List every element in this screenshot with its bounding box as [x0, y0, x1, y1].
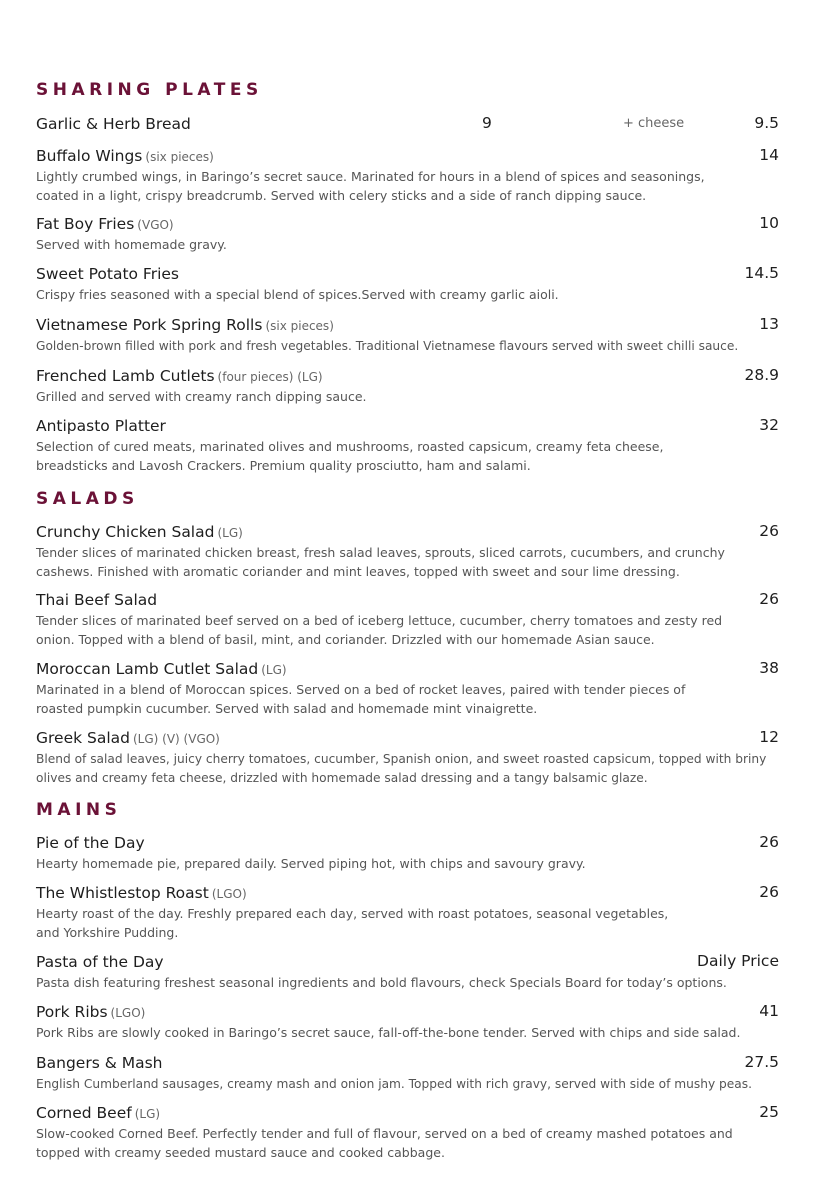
menu-item-corned-beef	[36, 1103, 780, 1162]
menu-item-pork-ribs	[36, 1002, 780, 1043]
item-price: 14	[759, 146, 779, 164]
item-price: 32	[759, 416, 779, 434]
menu-item-bangers-mash	[36, 1053, 780, 1094]
item-name: Vietnamese Pork Spring Rolls	[36, 316, 263, 334]
item-price: 13	[759, 315, 779, 333]
section-title-mains: MAINS	[36, 800, 122, 820]
item-name: Pork Ribs	[36, 1003, 108, 1021]
item-dietary-tags: (six pieces)	[265, 319, 334, 333]
item-name: Pie of the Day	[36, 834, 145, 852]
item-description: Slow-cooked Corned Beef. Perfectly tender and full of flavour, served on a bed of creamy mashed potatoes and topped with creamy seeded mustard sauce and cooked cabbage.	[36, 1126, 733, 1160]
item-dietary-tags: (LG)	[134, 1107, 161, 1121]
item-description: Golden-brown filled with pork and fresh vegetables. Traditional Vietnamese flavours served with sweet chilli sauce.	[36, 339, 739, 353]
item-description: Hearty homemade pie, prepared daily. Served piping hot, with chips and savoury gravy.	[36, 856, 586, 871]
item-name: The Whistlestop Roast	[36, 884, 209, 902]
item-price: 10	[759, 214, 779, 232]
item-name: Thai Beef Salad	[36, 591, 158, 609]
item-price: 9	[482, 114, 492, 132]
item-dietary-tags: (VGO)	[137, 218, 174, 232]
menu-item-vietnamese-pork-spring-rolls	[36, 315, 780, 356]
item-name: Pasta of the Day	[36, 953, 164, 971]
item-price: 25	[759, 1103, 779, 1121]
item-name: Bangers & Mash	[36, 1054, 163, 1072]
item-price: 26	[759, 833, 779, 851]
menu-item-whistlestop-roast	[36, 883, 780, 942]
item-price: 41	[759, 1002, 779, 1020]
section-title-sharing-plates: SHARING PLATES	[36, 80, 263, 100]
item-name: Corned Beef	[36, 1104, 132, 1122]
item-price: 26	[759, 883, 779, 901]
item-dietary-tags: (LGO)	[110, 1006, 146, 1020]
item-dietary-tags: (LGO)	[211, 887, 247, 901]
item-dietary-tags: (LG) (V) (VGO)	[133, 732, 220, 746]
item-price: 12	[759, 728, 779, 746]
item-name: Fat Boy Fries	[36, 215, 135, 233]
menu-item-sweet-potato-fries	[36, 264, 780, 305]
item-dietary-tags: (six pieces)	[145, 150, 214, 164]
menu-item-thai-beef-salad	[36, 590, 780, 649]
menu-item-pie-of-the-day	[36, 833, 780, 874]
item-dietary-tags: (LG)	[261, 663, 287, 677]
item-price: 38	[759, 659, 779, 677]
menu-item-moroccan-lamb-cutlet-salad	[36, 659, 780, 718]
item-dietary-tags: (LG)	[217, 526, 243, 540]
item-name: Buffalo Wings	[36, 147, 143, 165]
item-price: 14.5	[744, 264, 779, 282]
item-dietary-tags: (four pieces) (LG)	[217, 370, 323, 384]
item-description: Pork Ribs are slowly cooked in Baringo’s secret sauce, fall-off-the-bone tender. Served with chips and side salad.	[36, 1025, 741, 1040]
item-extra-price: 9.5	[754, 114, 779, 132]
item-name: Antipasto Platter	[36, 417, 166, 435]
menu-item-pasta-of-the-day	[36, 952, 780, 993]
item-description: Hearty roast of the day. Freshly prepared each day, served with roast potatoes, seasonal vegetables, and Yorkshire Pudding.	[36, 906, 669, 940]
item-description: Selection of cured meats, marinated olives and mushrooms, roasted capsicum, creamy feta cheese, breadsticks and Lavosh Crackers. Premium quality prosciutto, ham and salami.	[36, 439, 664, 473]
item-description: English Cumberland sausages, creamy mash and onion jam. Topped with rich gravy, served with side of mushy peas.	[36, 1077, 752, 1091]
item-price: 26	[759, 522, 779, 540]
item-extra-label: + cheese	[623, 116, 685, 131]
item-name: Sweet Potato Fries	[36, 265, 180, 283]
item-description: Tender slices of marinated beef served on a bed of iceberg lettuce, cucumber, cherry tomatoes and zesty red onion. Topped with a blend of basil, mint, and coriander. Drizzled with our homemade Asian sauce.	[36, 613, 723, 647]
item-description: Marinated in a blend of Moroccan spices. Served on a bed of rocket leaves, paired with tender pieces of roasted pumpkin cucumber. Served with salad and homemade mint vinaigrette.	[36, 682, 686, 716]
item-price: 27.5	[744, 1053, 779, 1071]
item-name: Garlic & Herb Bread	[36, 115, 191, 133]
menu-item-crunchy-chicken-salad	[36, 522, 780, 581]
item-description: Grilled and served with creamy ranch dipping sauce.	[36, 389, 367, 404]
menu-item-buffalo-wings	[36, 146, 780, 205]
item-name: Crunchy Chicken Salad	[36, 523, 215, 541]
menu-item-garlic-herb-bread	[36, 114, 780, 136]
menu-item-frenched-lamb-cutlets	[36, 366, 780, 407]
item-description: Tender slices of marinated chicken breast, fresh salad leaves, sprouts, sliced carrots, cucumbers, and crunchy cashews. Finished with aromatic coriander and mint leaves, topped with sweet and sour lime dressing.	[36, 545, 725, 579]
item-description: Lightly crumbed wings, in Baringo’s secret sauce. Marinated for hours in a blend of spices and seasonings, coated in a light, crispy breadcrumb. Served with celery sticks and a side of ranch dipping sauce.	[36, 169, 705, 203]
item-price: Daily Price	[697, 952, 779, 970]
menu-item-fat-boy-fries	[36, 214, 780, 255]
item-name: Moroccan Lamb Cutlet Salad	[36, 660, 259, 678]
item-description: Pasta dish featuring freshest seasonal ingredients and bold flavours, check Specials Board for today’s options.	[36, 975, 727, 990]
item-name: Greek Salad	[36, 729, 130, 747]
item-name: Frenched Lamb Cutlets	[36, 367, 215, 385]
item-price: 28.9	[744, 366, 779, 384]
menu-item-greek-salad	[36, 728, 780, 787]
menu-item-antipasto-platter	[36, 416, 780, 475]
item-description: Served with homemade gravy.	[36, 237, 227, 252]
item-description: Blend of salad leaves, juicy cherry tomatoes, cucumber, Spanish onion, and sweet roasted capsicum, topped with briny olives and creamy feta cheese, drizzled with homemade salad dressing and a tangy balsamic glaze.	[36, 752, 767, 785]
section-title-salads: SALADS	[36, 489, 139, 509]
item-description: Crispy fries seasoned with a special blend of spices.Served with creamy garlic aioli.	[36, 287, 559, 302]
item-price: 26	[759, 590, 779, 608]
